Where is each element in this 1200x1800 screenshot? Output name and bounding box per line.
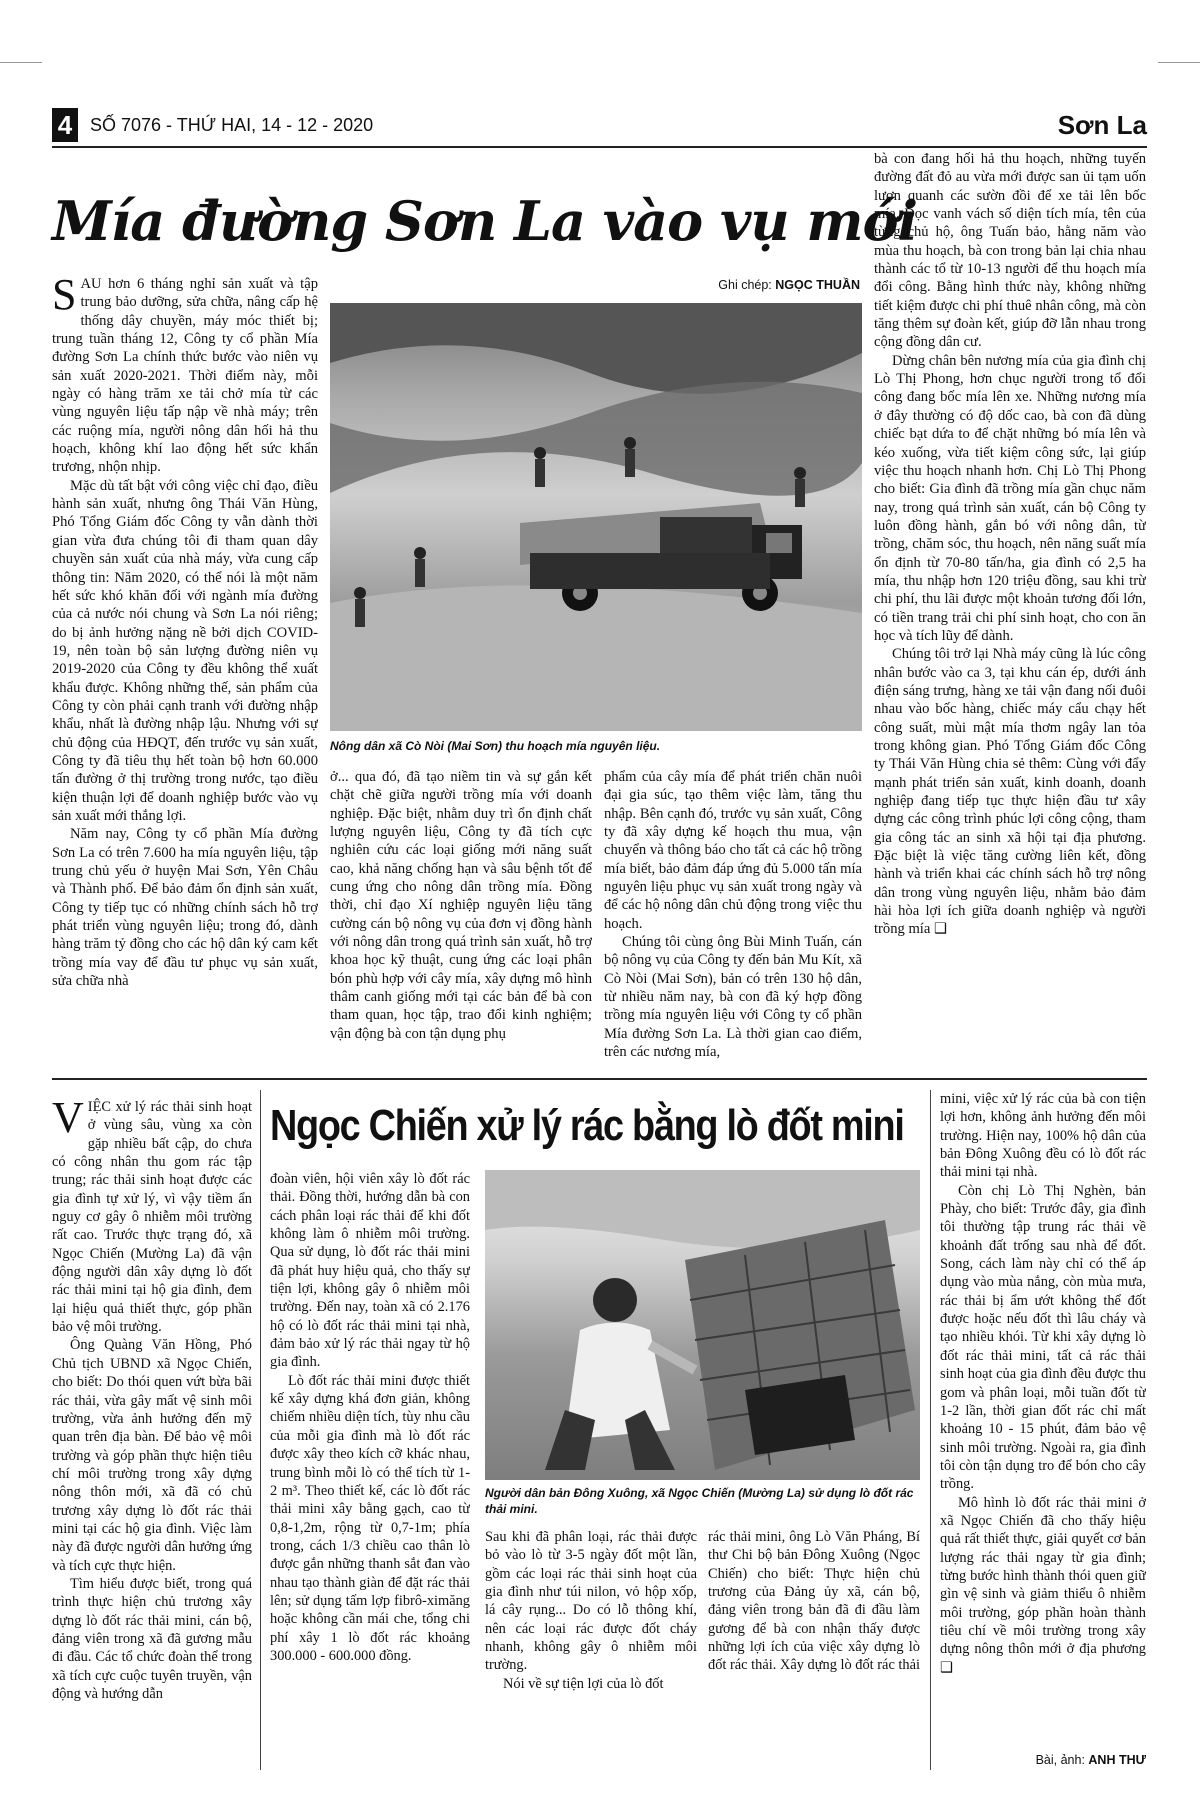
article2-column-5 [940, 1090, 1146, 1750]
article1-paragraph: phẩm của cây mía để phát triển chăn nuôi đại gia súc, tạo thêm việc làm, tăng thu nhập. Bên cạnh đó, trước vụ sản xuất, Công ty đã xây dựng kế hoạch thu mua, vận chuyển và thông báo cho tất cả các hộ trồng mía biết, bảo đảm đáp ứng đủ 5.000 tấn mía nguyên liệu phục vụ sản xuất trong ngày và để các hộ nông dân chủ động trong việc thu hoạch. [604, 769, 862, 932]
article1-column-3 [604, 768, 862, 1070]
article2-photo-caption: Người dân bản Đông Xuông, xã Ngọc Chiến (Mường La) sử dụng lò đốt rác thải mini. [485, 1486, 914, 1516]
article2-paragraph: Còn chị Lò Thị Nghèn, bản Phày, cho biết: Trước đây, gia đình tôi thường tập trung rác thải về khoảnh đất trống sau nhà để đốt. Song, cách làm này chỉ có thể áp dụng vào mùa nắng, còn mùa mưa, rác thải bị ẩm ướt không thể đốt được hoặc nếu đốt thì lâu cháy và tạo nhiều khói. Từ khi xây dựng lò đốt rác thải mini, tất cả rác thải sinh hoạt của gia đình đều được thu gom và phân loại, mỗi tuần đốt từ 1-2 lần, thời gian đốt rác chỉ mất khoảng 10 - 15 phút, đảm bảo vệ sinh môi trường. Ngoài ra, gia đình tôi còn tận dụng tro để bón cho cây trồng. [940, 1182, 1146, 1493]
article1-paragraph: Chúng tôi trở lại Nhà máy cũng là lúc công nhân bước vào ca 3, tại khu cán ép, dưới ánh điện sáng trưng, hàng xe tải vận đang nối đuôi nhau vào bốc hàng, chiếc máy cẩu chạy hết công suất, mùi mật mía thơm ngây lan tỏa trong không gian. Phó Tổng Giám đốc Công ty Thái Văn Hùng chia sẻ thêm: Cùng với đẩy mạnh phát triển sản xuất, kinh doanh, doanh nghiệp đang tiếp tục thực hiện đầu tư xây dựng các công trình phúc lợi công cộng, tham gia công tác an sinh xã hội tại địa phương. Đặc biệt là việc tăng cường liên kết, đồng hành và triển khai các chính sách hỗ trợ nông dân trong vùng nguyên liệu, nhằm bảo đảm hài hòa lợi ích giữa doanh nghiệp và người trồng mía ❑ [874, 646, 1146, 938]
article2-paragraph: rác thải mini, ông Lò Văn Pháng, Bí thư Chi bộ bản Đông Xuông (Ngọc Chiến) cho biết: Thực hiện chủ trương của Đảng ủy xã, cán bộ, đảng viên trong bản đã đi đầu làm gương để bà con nhận thấy được những lợi ích của việc xây dựng lò đốt rác thải. Xây dựng lò đốt rác thải [708, 1529, 920, 1674]
article2-column-1 [52, 1098, 252, 1770]
article1-column-1 [52, 275, 318, 1070]
credit-prefix: Bài, ảnh: [1035, 1753, 1085, 1767]
byline-author: NGỌC THUẦN [775, 278, 860, 292]
article2-paragraph: Nói về sự tiện lợi của lò đốt [503, 1675, 664, 1692]
article1-paragraph: SAU hơn 6 tháng nghỉ sản xuất và tập trung bảo dưỡng, sửa chữa, nâng cấp hệ thống dây chuyền, máy móc thiết bị; trung tuần tháng 12, Công ty cổ phần Mía đường Sơn La chính thức bước vào niên vụ sản xuất 2020-2021. Thời điểm này, mỗi ngày có hàng trăm xe tải chở mía từ các vùng nguyên liệu tấp nập về nhà máy; trên các ruộng mía, người nông dân hối hả thu hoạch, không khí lao động hết sức khẩn trương, nhộn nhịp. [52, 275, 318, 476]
article2-paragraph: Lò đốt rác thải mini được thiết kế xây dựng khá đơn giản, không chiếm nhiều diện tích, tùy nhu cầu của mỗi gia đình mà lò đốt rác được xây theo kích cỡ khác nhau, trung bình mỗi lò có thể tích từ 1-2 m³. Theo thiết kế, các lò đốt rác thải mini xây bằng gạch, cao từ 0,8-1,2m, rộng từ 0,7-1m; phía trong, cách 1/3 chiều cao thân lò được gắn những thanh sắt đan vào nhau tạo thành giàn để đặt rác thải lên; sử dụng tấm lợp fibrô-ximăng hoặc không cần mái che, tổng chi phí xây 1 lò đốt rác khoảng 300.000 - 600.000 đồng. [270, 1372, 470, 1664]
drop-cap: V [52, 1098, 84, 1142]
article1-paragraph: Mặc dù tất bật với công việc chỉ đạo, điều hành sản xuất, nhưng ông Thái Văn Hùng, Phó Tổng Giám đốc Công ty vẫn dành thời gian vừa đưa chúng tôi đi tham quan dây chuyền sản xuất của nhà máy, vừa cung cấp thông tin: Năm 2020, có thể nói là một năm hết sức khó khăn đối với ngành mía đường của cả nước nói chung và Sơn La nói riêng; do bị ảnh hưởng nặng nề bởi dịch COVID-19, nên toàn bộ sản lượng đường niên vụ 2019-2020 của Công ty đều không thể xuất khẩu được. Không những thế, sản phẩm của Công ty còn phải cạnh tranh với đường nhập khẩu, nhất là đường nhập lậu. Nhưng với sự chủ động của HĐQT, đến trước vụ sản xuất, Công ty đã tiêu thụ hết toàn bộ hơn 60.000 tấn đường ở thị trường trong nước, tạo điều kiện thuận lợi để doanh nghiệp bước vào vụ sản xuất mới thắng lợi. [52, 477, 318, 824]
header-rule [52, 146, 1147, 148]
sugarcane-harvest-photo [330, 303, 862, 731]
byline-prefix: Ghi chép: [718, 278, 772, 292]
article1-paragraph: bà con đang hối hả thu hoạch, những tuyến đường đất đỏ au vừa mới được san ủi tạm uốn lượn quanh các sườn đồi để xe tải lên bốc mía. Đọc vanh vách số diện tích mía, tên của từng chủ hộ, ông Tuấn bảo, hằng năm vào mùa thu hoạch, bà con trong bản lại chia nhau thành các tổ từ 10-13 người để thu hoạch mía đổi công. Bằng hình thức này, không những tiết kiệm được chi phí thuê nhân công, mà còn tăng thêm sự đoàn kết, giúp đỡ lẫn nhau trong cộng đồng dân cư. [874, 151, 1146, 351]
article2-paragraph: Mô hình lò đốt rác thải mini ở xã Ngọc Chiến đã cho thấy hiệu quả rất thiết thực, giải quyết cơ bản lượng rác thải ngay từ gia đình; từng bước hình thành thói quen giữ gìn vệ sinh và giảm thiểu ô nhiễm môi trường, góp phần hoàn thành tiêu chí về môi trường trong xây dựng nông thôn mới ở địa phương ❑ [940, 1494, 1146, 1676]
article2-column-3 [485, 1528, 697, 1770]
article2-right-divider [930, 1090, 931, 1770]
article1-photo-caption: Nông dân xã Cò Nòi (Mai Sơn) thu hoạch mía nguyên liệu. [330, 739, 661, 753]
issue-line: SỐ 7076 - THỨ HAI, 14 - 12 - 2020 [90, 115, 374, 135]
crop-mark-left [0, 62, 42, 63]
article1-paragraph: ở... qua đó, đã tạo niềm tin và sự gắn kết chặt chẽ giữa người trồng mía với doanh nghiệp. Đặc biệt, nhằm duy trì ổn định chất lượng nguyên liệu, Công ty đã tích cực nghiên cứu các loại giống mới năng suất cao, khả năng chống hạn và sâu bệnh tốt để cung ứng cho nông dân trồng mía. Đồng thời, chỉ đạo Xí nghiệp nguyên liệu tăng cường cán bộ nông vụ của đơn vị đồng hành với nông dân trong quá trình sản xuất, hỗ trợ khoa học kỹ thuật, cung ứng các loại phân bón phù hợp với cây mía, xây dựng mô hình thâm canh giống mới tại các bản để bà con tham quan, học tập, trao đổi kinh nghiệm; vận động bà con tận dụng phụ [330, 769, 592, 1042]
article1-column-4 [874, 150, 1146, 1070]
article1-paragraph: Năm nay, Công ty cổ phần Mía đường Sơn La có trên 7.600 ha mía nguyên liệu, tập trung chủ yếu ở huyện Mai Sơn, Yên Châu và Thành phố. Để bảo đảm ổn định sản xuất, Công ty tiếp tục có những chính sách hỗ trợ phát triển vùng nguyên liệu; trong đó, dành hàng trăm tỷ đồng cho các hộ dân ký cam kết trồng mía vay để đầu tư phục vụ sản xuất, sửa chữa nhà [52, 826, 318, 990]
article1-byline [705, 277, 860, 293]
article1-title: Mía đường Sơn La vào vụ mới [52, 189, 918, 253]
article2-paragraph: đoàn viên, hội viên xây lò đốt rác thải. Đồng thời, hướng dẫn bà con cách phân loại rác thải để khi đốt không làm ô nhiễm môi trường. Qua sử dụng, lò đốt rác thải mini đã phát huy hiệu quả, cho thấy sự tiện lợi, không gây ô nhiễm môi trường. Đến nay, toàn xã có 2.176 hộ có lò đốt rác thải mini tại nhà, đảm bảo xử lý rác thải ngay từ hộ gia đình. [270, 1171, 470, 1371]
credit-author: ANH THƯ [1088, 1753, 1146, 1767]
incinerator-illustration [485, 1170, 920, 1480]
harvest-illustration [330, 303, 862, 731]
article1-paragraph: Dừng chân bên nương mía của gia đình chị Lò Thị Phong, hơn chục người trong tổ đổi công đang bốc mía lên xe. Những nương mía ở đây thường có độ dốc cao, bà con đã dùng chiếc bạt dứa to để chặt những bó mía lên và kéo xuống, vừa tiết kiệm công sức, lại giúp việc thu hoạch nhanh hơn. Chị Lò Thị Phong cho biết: Gia đình đã trồng mía gần chục năm nay, trong quá trình sản xuất, cán bộ Công ty luôn đồng hành, gắn bó với nông dân, từ trồng, chăm sóc, thu hoạch, nên năng suất mía ổn định từ 70-80 tấn/ha, gia đình có 2,5 ha mía, thu nhập hơn 120 triệu đồng, sau khi trừ chi phí, thu lãi được một khoản tương đối lớn, có tiền trang trải chi phí sinh hoạt, cho con ăn học và tích lũy để dành. [874, 352, 1146, 644]
article1-paragraph: Chúng tôi cùng ông Bùi Minh Tuấn, cán bộ nông vụ của Công ty đến bản Mu Kít, xã Cò Nòi (Mai Sơn), bản có trên 130 hộ dân, từ nhiều năm nay, bà con đã ký hợp đồng trồng mía nguyên liệu với Công ty cổ phần Mía đường Sơn La. Là thời gian cao điểm, trên các nương mía, [604, 934, 862, 1061]
incinerator-photo [485, 1170, 920, 1480]
article2-column-4 [708, 1528, 920, 1770]
article2-paragraph: Tìm hiểu được biết, trong quá trình thực hiện chủ trương xây dựng lò đốt rác thải mini, cán bộ, đảng viên trong xã đã gương mẫu đi đầu. Các tổ chức đoàn thể trong xã tích cực cuộc tuyên truyền, vận động và hướng dẫn [52, 1575, 252, 1702]
crop-mark-right [1158, 62, 1200, 63]
drop-cap: S [52, 275, 77, 319]
article-divider [52, 1078, 1147, 1080]
page-header [52, 108, 1147, 144]
article2-paragraph: mini, việc xử lý rác của bà con tiện lợi hơn, không ảnh hưởng đến môi trường. Hiện nay, 100% hộ dân của bản Đông Xuông đều có lò đốt rác thải mini tại nhà. [940, 1091, 1146, 1181]
article2-paragraph: VIỆC xử lý rác thải sinh hoạt ở vùng sâu, vùng xa còn gặp nhiều bất cập, do chưa có công nhân thu gom rác tập trung; rác thải sinh hoạt được các gia đình tự xử lý, vì vậy tiềm ẩn nguy cơ gây ô nhiễm môi trường rất cao. Trước thực trạng đó, xã Ngọc Chiến (Mường La) đã vận động người dân xây dựng lò đốt rác thải mini tại hộ gia đình, đem lại hiệu quả thiết thực, góp phần bảo vệ môi trường. [52, 1098, 252, 1336]
page-number: 4 [52, 108, 78, 142]
article2-column-2 [270, 1170, 470, 1770]
section-name: Sơn La [1057, 110, 1147, 140]
article2-title: Ngọc Chiến xử lý rác bằng lò đốt mini [270, 1101, 904, 1150]
article2-paragraph: Sau khi đã phân loại, rác thải được bỏ vào lò từ 3-5 ngày đốt một lần, gồm các loại rác thải sinh hoạt của gia đình như túi nilon, vỏ hộp xốp, lá cây rụng... Do có lỗ thông khí, nên các loại rác được đốt cháy nhanh, không gây ô nhiễm môi trường. [485, 1529, 697, 1674]
article1-column-2 [330, 768, 592, 1070]
article2-left-divider [260, 1090, 261, 1770]
article2-credit [940, 1752, 1146, 1768]
article2-paragraph: Ông Quàng Văn Hồng, Phó Chủ tịch UBND xã Ngọc Chiến, cho biết: Do thói quen vứt bừa bãi rác thải, vừa gây mất vệ sinh môi trường, vừa ảnh hưởng đến mỹ quan trên địa bàn. Để bảo vệ môi trường và góp phần thực hiện tiêu chí môi trường trong xây dựng nông thôn mới, xã đã có chủ trương xây dựng lò đốt rác thải mini tại các hộ gia đình. Việc làm này đã được người dân hưởng ứng và tích cực thực hiện. [52, 1337, 252, 1574]
